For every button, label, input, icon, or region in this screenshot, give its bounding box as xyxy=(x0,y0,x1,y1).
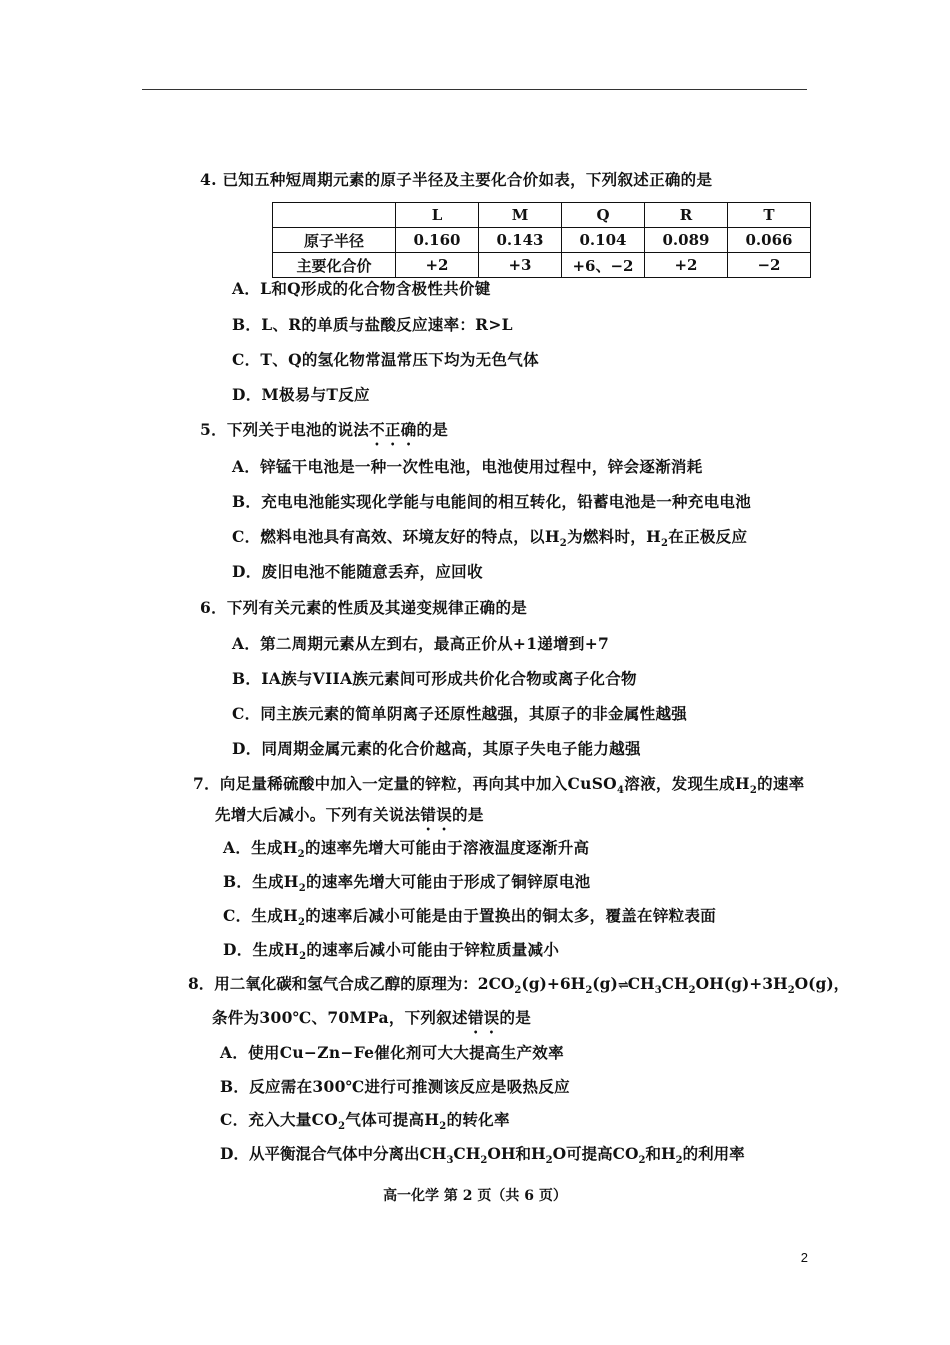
subscript: 2 xyxy=(297,917,306,929)
text: (g)+6H xyxy=(521,974,586,993)
q4-stem: 4. 已知五种短周期元素的原子半径及主要化合价如表，下列叙述正确的是 xyxy=(200,170,713,189)
table-corner xyxy=(273,203,396,228)
subscript: 2 xyxy=(638,1155,646,1167)
q8-option-a: A．使用Cu−Zn−Fe催化剂可大大提高生产效率 xyxy=(220,1043,564,1062)
subscript: 2 xyxy=(297,849,305,861)
text: C．充入大量CO xyxy=(220,1110,339,1129)
col-header-T: T xyxy=(728,203,811,228)
text: CH xyxy=(661,974,689,993)
q8-option-b: B．反应需在300℃进行可推测该反应是吸热反应 xyxy=(220,1077,570,1096)
subscript: 2 xyxy=(480,1155,488,1167)
q7-stem-line1 xyxy=(193,772,804,796)
table-cell: 0.143 xyxy=(479,228,562,253)
col-header-L: L xyxy=(396,203,479,228)
q8-option-d xyxy=(220,1142,745,1166)
text: O可提高CO xyxy=(552,1144,639,1163)
col-header-Q: Q xyxy=(562,203,645,228)
subscript: 2 xyxy=(299,951,307,963)
table-header-row xyxy=(273,203,811,228)
text: CH xyxy=(627,974,655,993)
subscript: 4 xyxy=(617,785,625,797)
q5-stem-emphasis: 不正确 xyxy=(369,420,417,439)
page-number: 2 xyxy=(800,1250,808,1265)
table-cell: −2 xyxy=(728,253,811,278)
subscript: 2 xyxy=(338,1121,346,1133)
text: 气体可提高H xyxy=(345,1110,440,1129)
q4-option-a: A．L和Q形成的化合物含极性共价键 xyxy=(232,279,491,298)
q6-stem: 6．下列有关元素的性质及其递变规律正确的是 xyxy=(200,598,528,617)
subscript: 3 xyxy=(654,985,662,997)
q6-option-b: B．IA族与VIIA族元素间可形成共价化合物或离子化合物 xyxy=(232,669,637,688)
text: 7．向足量稀硫酸中加入一定量的锌粒，再向其中加入CuSO xyxy=(193,774,617,793)
subscript: 2 xyxy=(545,1155,553,1167)
row-label-radius: 原子半径 xyxy=(273,228,396,253)
text: OH和H xyxy=(487,1144,546,1163)
text: 为燃料时，H xyxy=(567,527,662,546)
q7-option-d xyxy=(223,938,559,962)
subscript: 3 xyxy=(446,1155,454,1167)
text: 的速率后减小可能由于锌粒质量减小 xyxy=(306,940,560,959)
subscript: 2 xyxy=(688,985,696,997)
q5-option-c xyxy=(232,525,747,549)
col-header-M: M xyxy=(479,203,562,228)
subscript: 2 xyxy=(749,785,758,797)
text: A．生成H xyxy=(223,838,298,857)
q6-option-d: D．同周期金属元素的化合价越高，其原子失电子能力越强 xyxy=(232,739,641,758)
q8-stem-line1 xyxy=(188,972,849,996)
q8-stem-emphasis: 错误 xyxy=(467,1008,500,1027)
q7-option-a xyxy=(223,836,589,860)
q4-option-b: B．L、R的单质与盐酸反应速率：R>L xyxy=(232,315,513,334)
table-cell: +2 xyxy=(645,253,728,278)
q5-option-b: B．充电电池能实现化学能与电能间的相互转化，铅蓄电池是一种充电电池 xyxy=(232,492,752,511)
subscript: 2 xyxy=(585,985,593,997)
table-cell: +6、−2 xyxy=(562,253,645,278)
text: D．从平衡混合气体中分离出CH xyxy=(220,1144,447,1163)
q8-option-c xyxy=(220,1108,510,1132)
table-cell: +3 xyxy=(479,253,562,278)
table-row xyxy=(273,253,811,278)
text: 的是 xyxy=(499,1008,532,1027)
table-cell: +2 xyxy=(396,253,479,278)
q5-stem-text: 5．下列关于电池的说法 xyxy=(200,420,370,439)
subscript: 2 xyxy=(514,985,522,997)
subscript: 2 xyxy=(559,538,568,550)
q5-stem xyxy=(200,418,448,449)
row-label-valence: 主要化合价 xyxy=(273,253,396,278)
page-footer: 高一化学 第 2 页（共 6 页） xyxy=(383,1188,567,1204)
q6-option-c: C．同主族元素的简单阴离子还原性越强，其原子的非金属性越强 xyxy=(232,704,688,723)
subscript: 2 xyxy=(439,1121,447,1133)
text: 的速率 xyxy=(757,774,805,793)
text: 的利用率 xyxy=(682,1144,745,1163)
q7-option-c xyxy=(223,904,716,928)
text: 的转化率 xyxy=(446,1110,510,1129)
text: O(g)， xyxy=(794,974,850,993)
q5-stem-text: 的是 xyxy=(416,420,449,439)
text: 的是 xyxy=(452,805,484,824)
text: 8．用二氧化碳和氢气合成乙醇的原理为：2CO xyxy=(188,974,515,993)
table-cell: 0.089 xyxy=(645,228,728,253)
q7-option-b xyxy=(223,870,590,894)
subscript: 2 xyxy=(661,538,669,550)
text: 的速率先增大可能由于形成了铜锌原电池 xyxy=(306,872,591,891)
text: OH(g)+3H xyxy=(695,974,788,993)
q8-stem-line2 xyxy=(212,1006,531,1037)
text: 的速率先增大可能由于溶液温度逐渐升高 xyxy=(304,838,590,857)
q4-option-c: C．T、Q的氢化物常温常压下均为无色气体 xyxy=(232,350,539,369)
q5-option-a: A．锌锰干电池是一种一次性电池，电池使用过程中，锌会逐渐消耗 xyxy=(232,457,703,476)
text: C．生成H xyxy=(223,906,298,925)
table-cell: 0.066 xyxy=(728,228,811,253)
header-rule xyxy=(142,89,807,90)
table-row xyxy=(273,228,811,253)
text: D．生成H xyxy=(223,940,300,959)
subscript: 2 xyxy=(675,1155,683,1167)
subscript: 2 xyxy=(298,883,307,895)
text: C．燃料电池具有高效、环境友好的特点，以H xyxy=(232,527,560,546)
equilibrium-arrow-icon: ⇌ xyxy=(617,978,628,993)
text: (g) xyxy=(592,974,618,993)
text: 和H xyxy=(645,1144,676,1163)
q4-option-d: D．M极易与T反应 xyxy=(232,385,370,404)
q6-option-a: A．第二周期元素从左到右，最高正价从+1递增到+7 xyxy=(232,634,610,653)
q7-stem-emphasis: 错误 xyxy=(420,805,453,824)
text: B．生成H xyxy=(223,872,299,891)
text: 在正极反应 xyxy=(668,527,748,546)
table-cell: 0.160 xyxy=(396,228,479,253)
text: 溶液，发现生成H xyxy=(624,774,750,793)
element-table xyxy=(272,202,811,278)
text: CH xyxy=(453,1144,481,1163)
text: 的速率后减小可能是由于置换出的铜太多，覆盖在锌粒表面 xyxy=(305,906,717,925)
subscript: 2 xyxy=(787,985,795,997)
col-header-R: R xyxy=(645,203,728,228)
q5-option-d: D．废旧电池不能随意丢弃，应回收 xyxy=(232,562,483,581)
text: 先增大后减小。下列有关说法 xyxy=(215,805,421,824)
text: 条件为300℃、70MPa，下列叙述 xyxy=(212,1008,468,1027)
q7-stem-line2 xyxy=(215,803,484,834)
table-cell: 0.104 xyxy=(562,228,645,253)
